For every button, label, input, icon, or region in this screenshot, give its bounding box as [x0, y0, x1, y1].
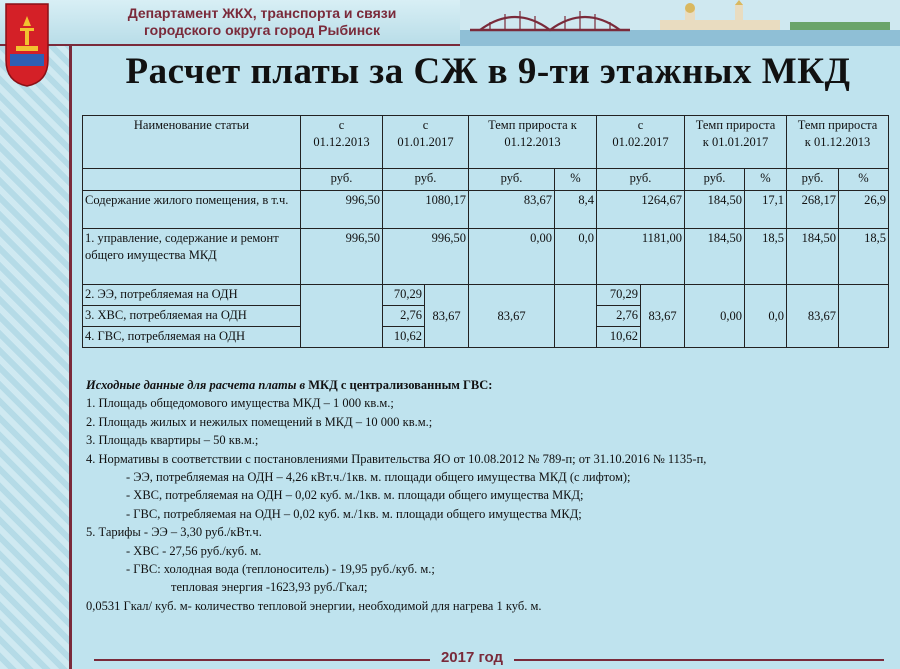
- note-line: - ХВС, потребляемая на ОДН – 0,02 куб. м./1кв. м. площади общего имущества МКД;: [126, 488, 584, 503]
- unit-cell: руб.: [685, 169, 745, 191]
- header-banner: [0, 0, 900, 46]
- value-cell: 26,9: [839, 191, 889, 229]
- source-data-notes: [86, 376, 886, 615]
- value-cell: 83,67: [469, 191, 555, 229]
- unit-cell: руб.: [301, 169, 383, 191]
- note-line: 0,0531 Гкал/ куб. м- количество тепловой энергии, необходимой для нагрева 1 куб. м.: [86, 598, 542, 613]
- value-cell: 184,50: [685, 191, 745, 229]
- value-cell: 996,50: [301, 191, 383, 229]
- value-cell: 83,67: [469, 285, 555, 348]
- note-line: 3. Площадь квартиры – 50 кв.м.;: [86, 433, 259, 448]
- footer-rule-right: [514, 659, 884, 661]
- unit-cell: %: [555, 169, 597, 191]
- unit-cell: руб.: [383, 169, 469, 191]
- header-name: Наименование статьи: [83, 116, 301, 169]
- value-cell: 83,67: [787, 285, 839, 348]
- unit-cell: руб.: [597, 169, 685, 191]
- note-line: - ГВС, потребляемая на ОДН – 0,02 куб. м./1кв. м. площади общего имущества МКД;: [126, 506, 582, 521]
- value-cell: 184,50: [685, 229, 745, 285]
- note-line: 2. Площадь жилых и нежилых помещений в МКД – 10 000 кв.м.;: [86, 414, 433, 429]
- value-cell: 0,00: [469, 229, 555, 285]
- value-cell: 18,5: [839, 229, 889, 285]
- value-cell: 268,17: [787, 191, 839, 229]
- value-cell: 996,50: [383, 229, 469, 285]
- table-units-row: [83, 169, 889, 191]
- department-line-1: Департамент ЖКХ, транспорта и связи: [127, 5, 397, 21]
- value-cell: 83,67: [641, 285, 685, 348]
- coat-of-arms-icon: [4, 2, 50, 88]
- value-cell: 70,29: [383, 285, 425, 306]
- department-line-2: городского округа город Рыбинск: [144, 22, 380, 38]
- notes-heading: Исходные данные для расчета платы в МКД с централизованным ГВС:: [86, 378, 493, 392]
- footer: [76, 648, 900, 669]
- value-cell: 1264,67: [597, 191, 685, 229]
- footer-year: 2017 год: [440, 649, 504, 666]
- header-growth-2013: Темп прироста к 01.12.2013: [469, 116, 597, 169]
- table-row: [83, 229, 889, 285]
- note-line: - ХВС - 27,56 руб./куб. м.: [126, 543, 262, 558]
- unit-cell: %: [745, 169, 787, 191]
- note-line: 5. Тарифы - ЭЭ – 3,30 руб./кВт.ч.: [86, 525, 262, 540]
- city-bridge-illustration: [460, 0, 900, 46]
- row-name: 2. ЭЭ, потребляемая на ОДН: [83, 285, 301, 306]
- table-header-row: [83, 116, 889, 169]
- header-from-2017: с 01.01.2017: [383, 116, 469, 169]
- row-name: 4. ГВС, потребляемая на ОДН: [83, 327, 301, 348]
- value-cell: 2,76: [597, 306, 641, 327]
- left-decorative-strip: [0, 0, 72, 669]
- value-cell: 10,62: [383, 327, 425, 348]
- value-cell: 184,50: [787, 229, 839, 285]
- value-cell: 0,0: [745, 285, 787, 348]
- footer-rule-left: [94, 659, 430, 661]
- table-row: [83, 191, 889, 229]
- note-line: 4. Нормативы в соответствии с постановлениями Правительства ЯО от 10.08.2012 № 789-п; от 31.10.2016 № 1135-п,: [86, 451, 707, 466]
- value-cell: 1080,17: [383, 191, 469, 229]
- unit-cell: руб.: [787, 169, 839, 191]
- value-cell: 996,50: [301, 229, 383, 285]
- page-title: Расчет платы за СЖ в 9-ти этажных МКД: [125, 51, 851, 92]
- unit-cell: %: [839, 169, 889, 191]
- value-cell: 18,5: [745, 229, 787, 285]
- row-name: Содержание жилого помещения, в т.ч.: [83, 191, 301, 229]
- note-line: тепловая энергия -1623,93 руб./Гкал;: [171, 580, 368, 595]
- value-cell: 0,00: [685, 285, 745, 348]
- header-from-feb-2017: с 01.02.2017: [597, 116, 685, 169]
- header-from-2013: с 01.12.2013: [301, 116, 383, 169]
- note-line: - ГВС: холодная вода (теплоноситель) - 19,95 руб./куб. м.;: [126, 562, 435, 577]
- row-name: 1. управление, содержание и ремонт общего имущества МКД: [83, 229, 301, 285]
- fee-calculation-table: [82, 115, 889, 348]
- department-name: [92, 5, 432, 39]
- header-growth-dec-2013: Темп прироста к 01.12.2013: [787, 116, 889, 169]
- value-cell: 1181,00: [597, 229, 685, 285]
- value-cell: 70,29: [597, 285, 641, 306]
- unit-cell: руб.: [469, 169, 555, 191]
- value-cell: 8,4: [555, 191, 597, 229]
- value-cell: 10,62: [597, 327, 641, 348]
- value-cell: 17,1: [745, 191, 787, 229]
- value-cell: 83,67: [425, 285, 469, 348]
- note-line: - ЭЭ, потребляемая на ОДН – 4,26 кВт.ч./1кв. м. площади общего имущества МКД (с лифтом);: [126, 470, 631, 485]
- left-rule: [69, 0, 72, 669]
- value-cell: 0,0: [555, 229, 597, 285]
- row-name: 3. ХВС, потребляемая на ОДН: [83, 306, 301, 327]
- note-line: 1. Площадь общедомового имущества МКД – 1 000 кв.м.;: [86, 396, 394, 411]
- value-cell: 2,76: [383, 306, 425, 327]
- header-growth-jan-2017: Темп прироста к 01.01.2017: [685, 116, 787, 169]
- table-row: [83, 285, 889, 306]
